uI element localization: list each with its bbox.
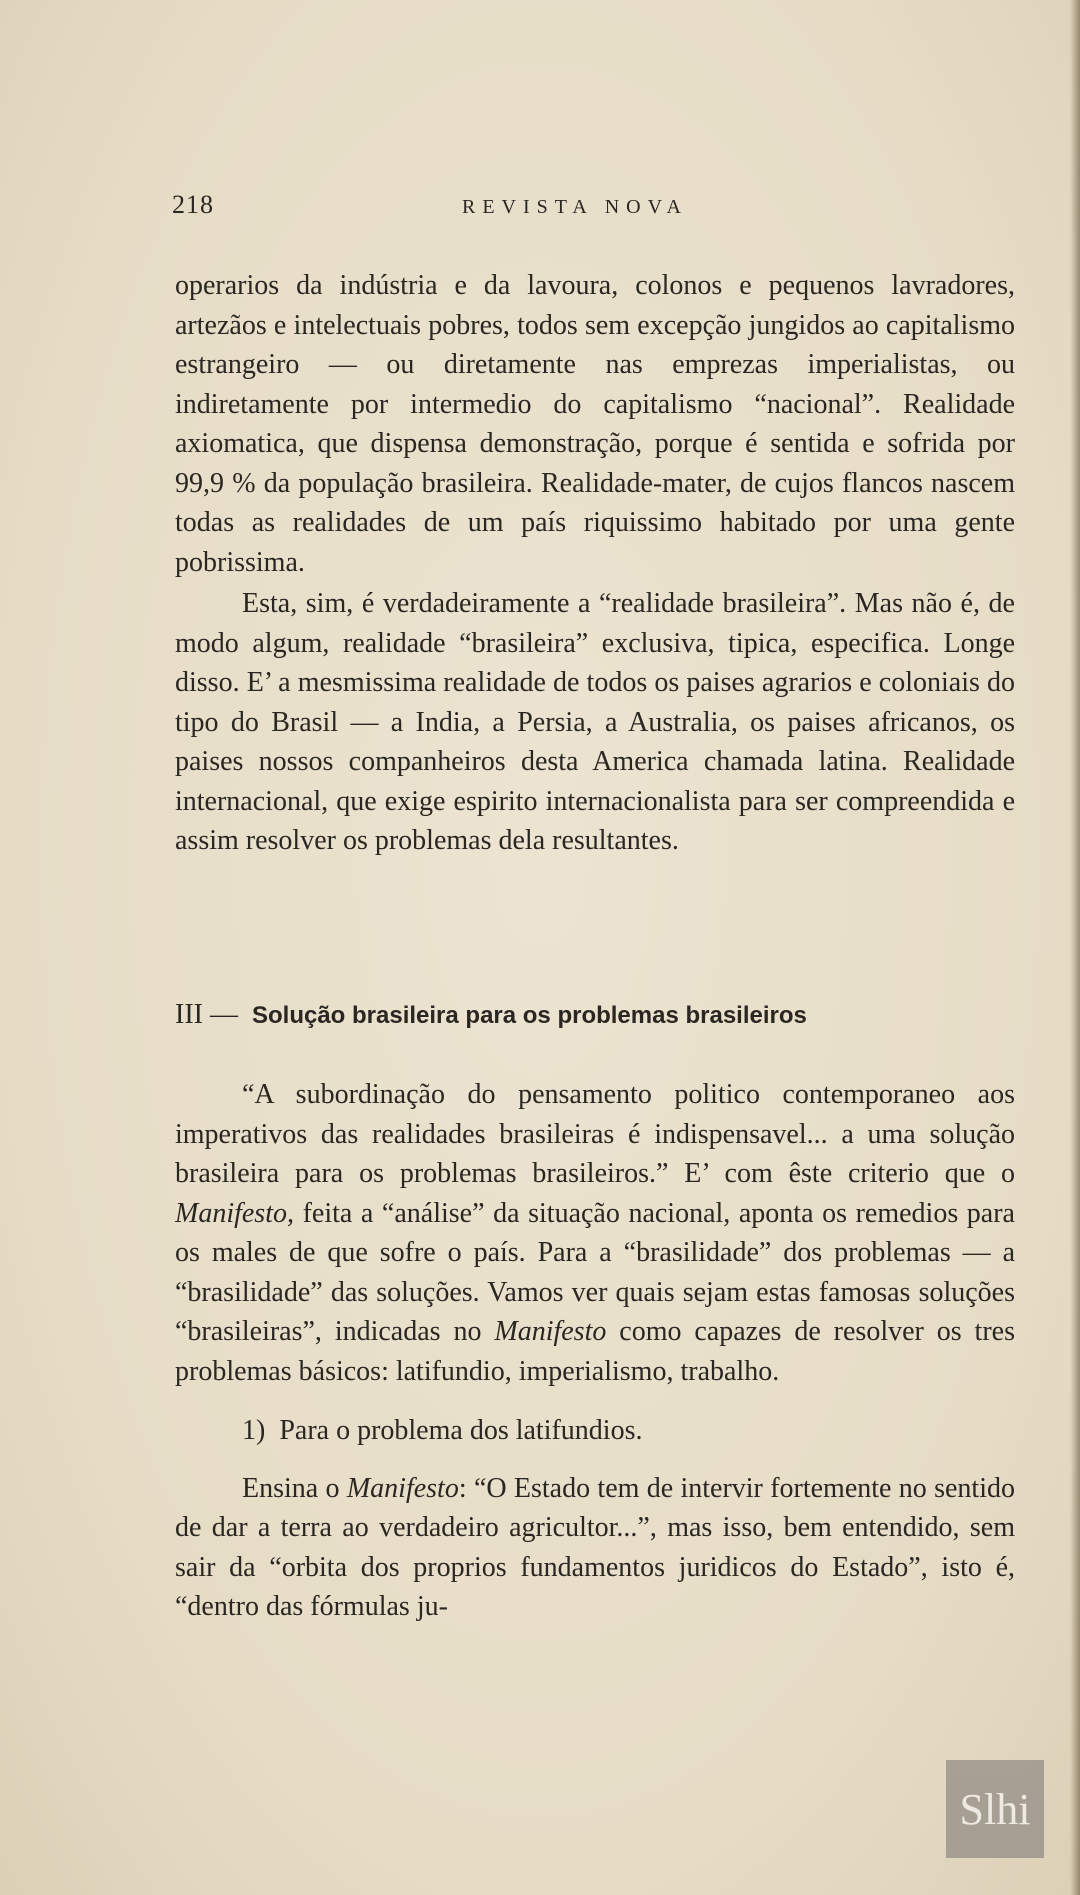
paragraph-last xyxy=(175,1469,1015,1627)
manifesto-italic-3: Manifesto xyxy=(346,1472,459,1504)
running-title: REVISTA NOVA xyxy=(462,196,688,218)
body-text-top xyxy=(175,266,1015,861)
last-text-2: : “O Estado tem de intervir fortemente no sentido de dar a terra ao verdadeiro agricultor...”, mas isso, bem entendido, sem sair da “orbita dos proprios fundamentos juridicos do Estado”, isto é, “dentro das fórmulas ju- xyxy=(175,1472,1015,1622)
watermark-text: Slhi xyxy=(959,1784,1031,1834)
section-title: Solução brasileira para os problemas brasileiros xyxy=(251,1002,807,1029)
page-header xyxy=(172,190,1012,230)
paragraph-1: operarios da indústria e da lavoura, colonos e pequenos lavradores, artezãos e intelectuais pobres, todos sem excepção jungidos ao capitalismo estrangeiro — ou diretamente nas emprezas imperialistas, ou indiretamente por intermedio do capitalismo “nacional”. Realidade axiomatica, que dispensa demonstração, porque é sentida e sofrida por 99,9 % da população brasileira. Realidade-mater, de cujos flancos nascem todas as realidades de um país riquissimo habitado por uma gente pobrissima. xyxy=(175,270,1015,578)
page-edge-shadow xyxy=(1070,0,1080,1895)
paragraph-quote xyxy=(175,1075,1015,1391)
quote-text-2: feita a “análise” da situação nacional, aponta os remedios para os males de que sofre o país. Para a “brasilidade” dos problemas — a “brasilidade” das soluções. Vamos ver quais sejam estas famosas soluções “brasileiras”, indicadas no xyxy=(175,1197,1015,1347)
manifesto-italic-2: Manifesto xyxy=(494,1316,607,1347)
body-text-bottom xyxy=(175,1075,1015,1627)
last-text-1: Ensina o xyxy=(242,1472,347,1504)
quote-text-3: como capazes de resolver os tres problemas básicos: latifundio, imperialismo, trabalho. xyxy=(175,1316,1015,1387)
list-item-1: 1) Para o problema dos latifundios. xyxy=(242,1415,643,1446)
page-number: 218 xyxy=(172,190,214,219)
paragraph-2: Esta, sim, é verdadeiramente a “realidade brasileira”. Mas não é, de modo algum, realidade “brasileira” exclusiva, tipica, especifica. Longe disso. E’ a mesmissima realidade de todos os paises agrarios e coloniais do tipo do Brasil — a India, a Persia, a Australia, os paises africanos, os paises nossos companheiros desta America chamada latina. Realidade internacional, que exige espirito internacionalista para ser compreendida e assim resolver os problemas dela resultantes. xyxy=(175,588,1015,856)
watermark-logo xyxy=(946,1760,1044,1858)
section-heading xyxy=(175,995,1015,1036)
quote-text-1: “A subordinação do pensamento politico contemporaneo aos imperativos das realidades brasileiras é indispensavel... a uma solução brasileira para os problemas brasileiros.” E’ com êste criterio que o xyxy=(175,1079,1015,1189)
section-number: III — xyxy=(175,999,238,1030)
manifesto-italic-1: Manifesto, xyxy=(175,1197,294,1229)
